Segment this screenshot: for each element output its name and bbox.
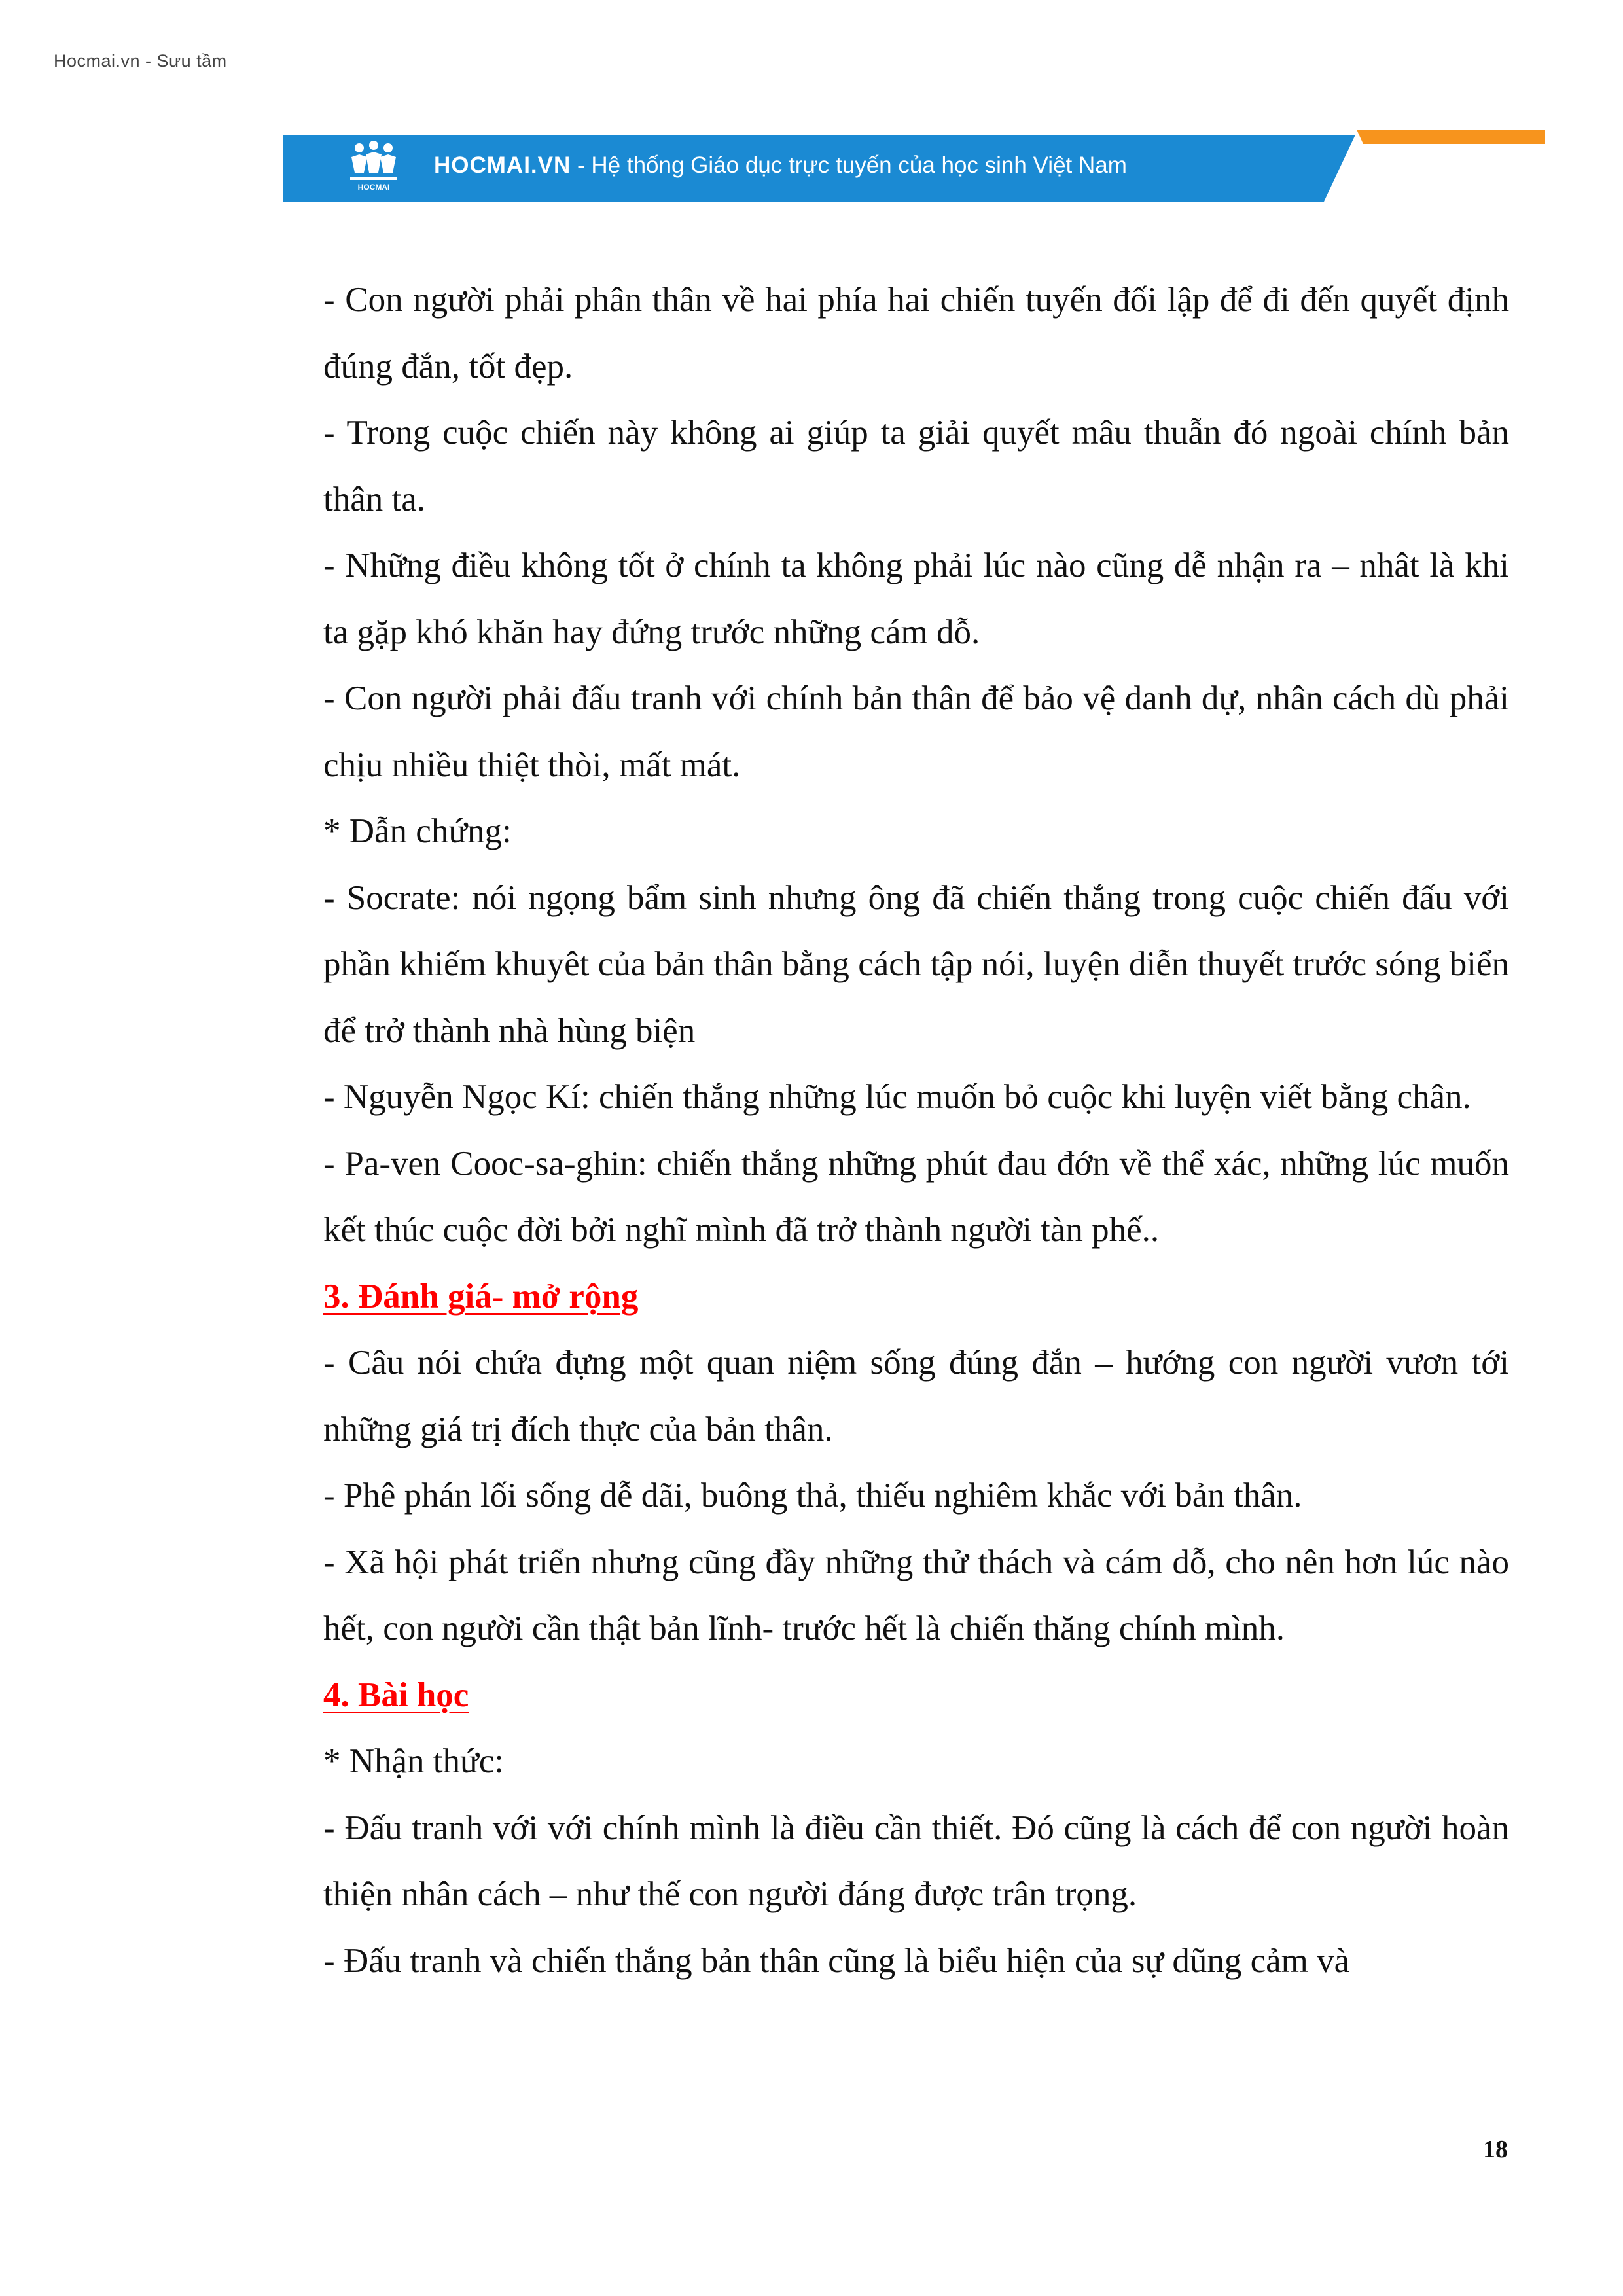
- brand-name: HOCMAI.VN: [434, 152, 571, 178]
- paragraph: - Phê phán lối sống dễ dãi, buông thả, thiếu nghiêm khắc với bản thân.: [323, 1477, 1302, 1515]
- paragraph: - Nguyễn Ngọc Kí: chiến thắng những lúc muốn bỏ cuộc khi luyện viết bằng chân.: [323, 1078, 1471, 1116]
- paragraph: * Nhận thức:: [323, 1742, 504, 1780]
- logo-caption: HOCMAI: [357, 183, 390, 192]
- hocmai-logo-icon: [346, 139, 401, 194]
- paragraph: * Dẫn chứng:: [323, 812, 512, 850]
- section-heading-bai-hoc: 4. Bài học: [323, 1676, 469, 1714]
- paragraph: - Đấu tranh với với chính mình là điều cần thiết. Đó cũng là cách để con người hoàn thiện nhân cách – như thế con người đáng được trân trọng.: [323, 1808, 1509, 1913]
- document-body: [323, 267, 1509, 1994]
- watermark: Hocmai.vn - Sưu tầm: [54, 51, 227, 71]
- header-banner: [283, 130, 1545, 202]
- paragraph: - Trong cuộc chiến này không ai giúp ta giải quyết mâu thuẫn đó ngoài chính bản thân ta.: [323, 414, 1509, 518]
- paragraph: - Con người phải đấu tranh với chính bản thân để bảo vệ danh dự, nhân cách dù phải chịu nhiều thiệt thòi, mất mát.: [323, 679, 1509, 784]
- paragraph: - Những điều không tốt ở chính ta không phải lúc nào cũng dễ nhận ra – nhât là khi ta gặp khó khăn hay đứng trước những cám dỗ.: [323, 547, 1509, 651]
- paragraph: - Câu nói chứa đựng một quan niệm sống đúng đắn – hướng con người vươn tới những giá trị đích thực của bản thân.: [323, 1344, 1509, 1448]
- paragraph: - Con người phải phân thân về hai phía hai chiến tuyến đối lập để đi đến quyết định đúng đắn, tốt đẹp.: [323, 281, 1509, 386]
- paragraph: - Socrate: nói ngọng bẩm sinh nhưng ông đã chiến thắng trong cuộc chiến đấu với phần khiếm khuyêt của bản thân bằng cách tập nói, luyện diễn thuyết trước sóng biển để trở thành nhà hùng biện: [323, 878, 1509, 1050]
- paragraph: - Pa-ven Cooc-sa-ghin: chiến thắng những phút đau đớn về thể xác, những lúc muốn kết thúc cuộc đời bởi nghĩ mình đã trở thành người tàn phế..: [323, 1144, 1509, 1249]
- banner-tagline: - Hệ thống Giáo dục trực tuyến của học sinh Việt Nam: [571, 152, 1127, 178]
- paragraph: - Đấu tranh và chiến thắng bản thân cũng là biểu hiện của sự dũng cảm và: [323, 1941, 1350, 1980]
- banner-orange-stripe: [1357, 130, 1545, 144]
- page-number: 18: [1483, 2136, 1508, 2163]
- section-heading-danh-gia: 3. Đánh giá- mở rộng: [323, 1277, 639, 1316]
- paragraph: - Xã hội phát triển nhưng cũng đầy những thử thách và cám dỗ, cho nên hơn lúc nào hết, con người cần thật bản lĩnh- trước hết là chiến thăng chính mình.: [323, 1543, 1509, 1647]
- banner-title: [434, 149, 1127, 182]
